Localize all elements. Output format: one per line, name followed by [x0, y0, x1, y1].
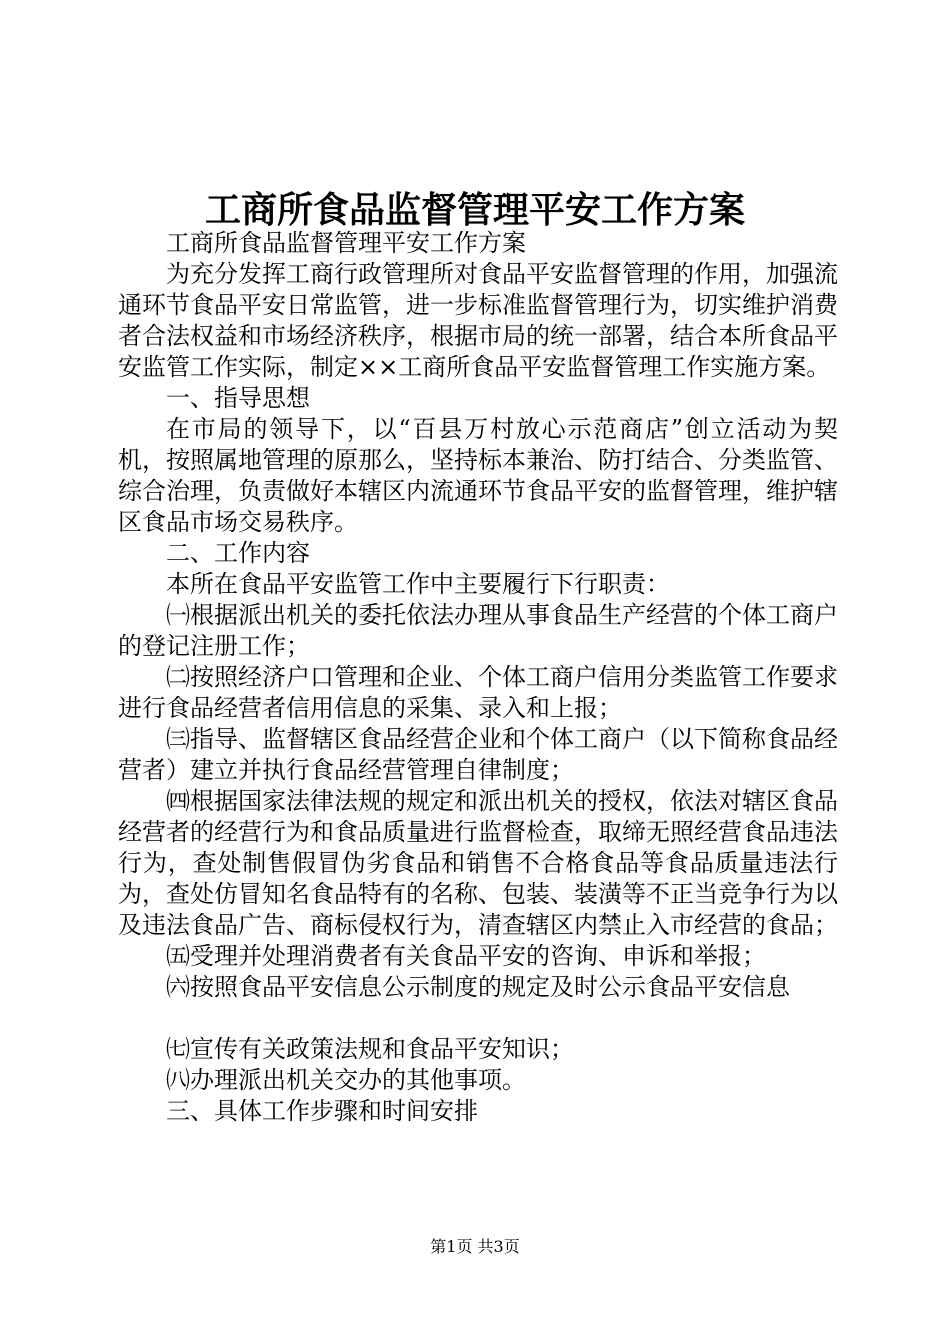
paragraph-gap [118, 1003, 838, 1034]
page-title: 工商所食品监督管理平安工作方案 [204, 189, 745, 231]
duty-item: ㈤受理并处理消费者有关食品平安的咨询、申诉和举报； [166, 942, 766, 970]
duty-item: ㈧办理派出机关交办的其他事项。 [166, 1066, 526, 1094]
duty-item: ㈥按照食品平安信息公示制度的规定及时公示食品平安信息 [166, 973, 790, 1001]
section-heading-steps-schedule: 三、具体工作步骤和时间安排 [166, 1097, 478, 1125]
document-subtitle: 工商所食品监督管理平安工作方案 [166, 229, 526, 257]
intro-paragraph: 为充分发挥工商行政管理所对食品平安监督管理的作用，加强流通环节食品平安日常监管，进一步标准监督管理行为，切实维护消费者合法权益和市场经济秩序，根据市局的统一部署，结合本所食品平安监管工作实际，制定××工商所食品平安监督管理工作实施方案。 [118, 260, 838, 381]
page-number-footer: 第1页 共3页 [430, 1237, 520, 1256]
duty-item: ㈣根据国家法律法规的规定和派出机关的授权，依法对辖区食品经营者的经营行为和食品质量进行监督检查，取缔无照经营食品违法行为，查处制售假冒伪劣食品和销售不合格食品等食品质量违法行为，查处仿冒知名食品特有的名称、包装、装潢等不正当竞争行为以及违法食品广告、商标侵权行为，清查辖区内禁止入市经营的食品； [118, 787, 838, 939]
duty-item: ㈠根据派出机关的委托依法办理从事食品生产经营的个体工商户的登记注册工作； [118, 601, 838, 660]
duty-item: ㈦宣传有关政策法规和食品平安知识； [166, 1035, 574, 1063]
section-heading-guiding-thought: 一、指导思想 [166, 384, 310, 412]
section-lead-work-content: 本所在食品平安监管工作中主要履行下行职责： [166, 570, 670, 598]
section-paragraph-guiding-thought: 在市局的领导下，以“百县万村放心示范商店”创立活动为契机，按照属地管理的原那么，坚持标本兼治、防打结合、分类监管、综合治理，负责做好本辖区内流通环节食品平安的监督管理，维护辖区食品市场交易秩序。 [118, 415, 838, 536]
section-heading-work-content: 二、工作内容 [166, 539, 310, 567]
duty-item: ㈢指导、监督辖区食品经营企业和个体工商户（以下简称食品经营者）建立并执行食品经营管理自律制度； [118, 725, 838, 784]
document-body [118, 228, 838, 1127]
duty-item: ㈡按照经济户口管理和企业、个体工商户信用分类监管工作要求进行食品经营者信用信息的采集、录入和上报； [118, 663, 838, 722]
